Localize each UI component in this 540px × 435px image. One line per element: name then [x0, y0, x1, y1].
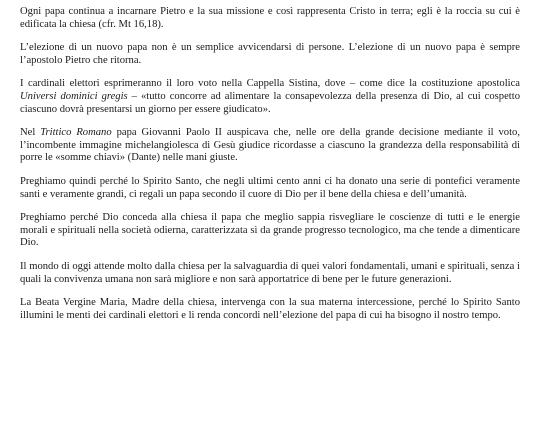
paragraph-4 [20, 127, 520, 165]
paragraph-text: Preghiamo quindi perché lo Spirito Santo, che negli ultimi cento anni ci ha donato una serie di pontefici veramente santi e veramente grandi, ci regali un papa secondo il cuore di Dio per il bene della chiesa e dell’umanità. [20, 175, 520, 200]
paragraph-text: La Beata Vergine Maria, Madre della chiesa, intervenga con la sua materna intercessione, perché lo Spirito Santo illumini le menti dei cardinali elettori e li renda concordi nell’elezione del papa di cui ha bisogno il nostro tempo. [20, 297, 520, 321]
paragraph-8 [20, 297, 520, 322]
paragraph-1 [20, 6, 520, 31]
paragraph-text: Il mondo di oggi attende molto dalla chiesa per la salvaguardia di quei valori fondamentali, umani e spirituali, senza i quali la convivenza umana non sarà migliore e non sarà apportatrice di bene per le future generazioni. [20, 260, 520, 285]
paragraph-3 [20, 78, 520, 116]
paragraph-text: I cardinali elettori esprimeranno il loro voto nella Cappella Sistina, dove – come dice la costituzione apostolica [20, 78, 520, 90]
paragraph-6 [20, 212, 520, 250]
italic-title: Trittico Romano [40, 127, 112, 139]
paragraph-text: – «tutto concorre ad alimentare la consapevolezza della presenza di Dio, al cui cospetto ciascuno dovrà presentarsi un giorno per essere giudicato». [20, 90, 520, 115]
paragraph-text: Preghiamo perché Dio conceda alla chiesa il papa che meglio sappia risvegliare le coscienze di tutti e le energie morali e spirituali nella società odierna, caratterizzata sì da grande progresso tecnologico, ma che tende a dimenticare Dio. [20, 212, 520, 249]
paragraph-text: Ogni papa continua a incarnare Pietro e la sua missione e così rappresenta Cristo in terra; egli è la roccia su cui è edificata la chiesa (cfr. Mt 16,18). [20, 6, 520, 30]
paragraph-7 [20, 261, 520, 286]
paragraph-text: Nel [20, 127, 41, 139]
paragraph-text: L’elezione di un nuovo papa non è un semplice avvicendarsi di persone. L’elezione di un nuovo papa è sempre l’apostolo Pietro che ritorna. [20, 42, 520, 66]
paragraph-2 [20, 42, 520, 67]
italic-title: Universi dominici gregis [20, 90, 128, 102]
paragraph-text: papa Giovanni Paolo II auspicava che, nelle ore della grande decisione mediante il voto, l’incombente immagine michelangiolesca di Gesù giudice ricordasse a ciascuno la grandezza della responsabilità di porre le «somme chiavi» (Dante) nelle mani giuste. [20, 127, 520, 164]
paragraph-5 [20, 176, 520, 201]
